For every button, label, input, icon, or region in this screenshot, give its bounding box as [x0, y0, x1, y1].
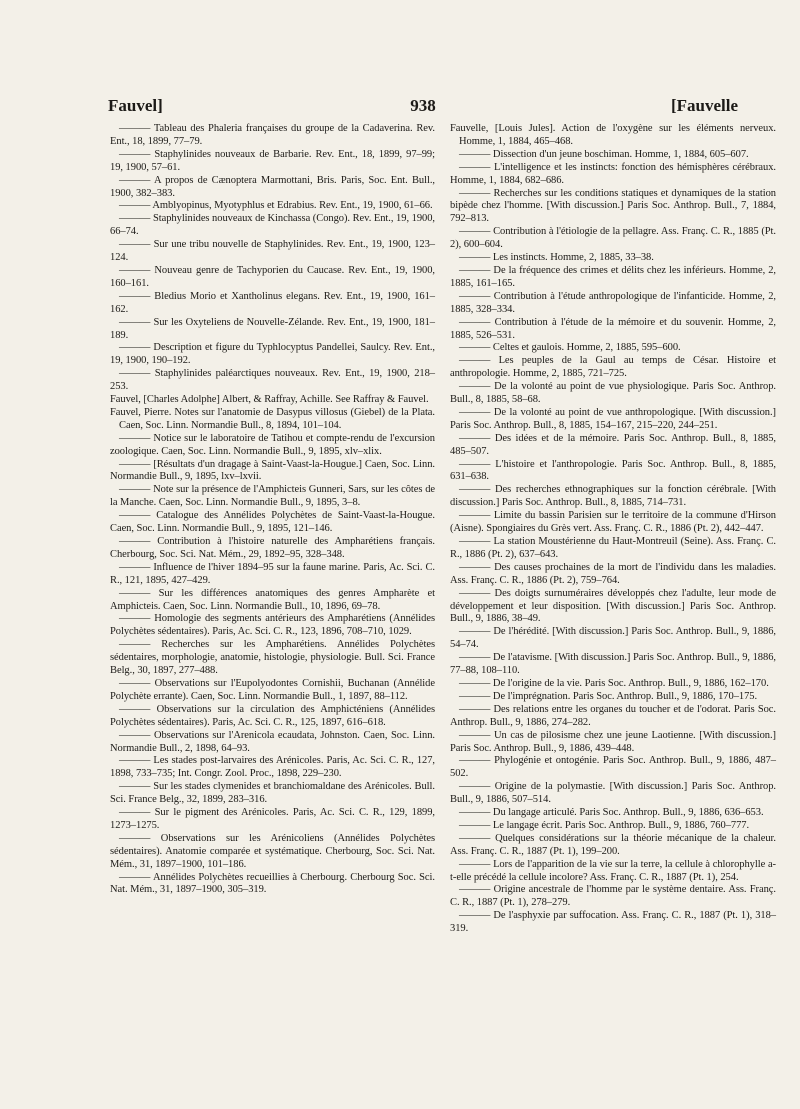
bibliography-entry: ——— Des idées et de la mémoire. Paris Soc. Anthrop. Bull., 8, 1885, 485–507.	[450, 432, 776, 457]
bibliography-entry: ——— Des recherches ethnographiques sur la fonction cérébrale. [With discussion.] Paris Soc. Anthrop. Bull., 8, 1885, 714–731.	[450, 484, 776, 509]
bibliography-entry: ——— Dissection d'un jeune boschiman. Homme, 1, 1884, 605–607.	[459, 148, 749, 160]
bibliography-entry: ——— Tableau des Phaleria françaises du groupe de la Cadaverina. Rev. Ent., 18, 1899, 77–79.	[110, 123, 435, 147]
bibliography-entry: Fauvelle, [Louis Jules]. Action de l'oxygène sur les éléments nerveux. Homme, 1, 1884, 465–468.	[450, 123, 776, 147]
bibliography-entry: ——— De la volonté au point de vue anthropologique. [With discussion.] Paris Soc. Anthrop. Bull., 8, 1885, 154–167, 215–220, 244–251.	[450, 406, 776, 431]
bibliography-entry: ——— L'histoire et l'anthropologie. Paris Soc. Anthrop. Bull., 8, 1885, 631–638.	[450, 458, 776, 483]
bibliography-entry: ——— La station Moustérienne du Haut-Montreuil (Seine). Ass. Franç. C. R., 1886 (Pt. 2), 637–643.	[450, 536, 776, 560]
bibliography-entry: ——— Des relations entre les organes du toucher et de l'odorat. Paris Soc. Anthrop. Bull., 9, 1886, 274–282.	[450, 703, 776, 728]
bibliography-entry: ——— Catalogue des Annélides Polychètes de Saint-Vaast-la-Hougue. Caen, Soc. Linn. Normandie Bull., 9, 1895, 121–146.	[110, 510, 435, 535]
page-number: 938	[410, 96, 436, 115]
bibliography-entry: ——— A propos de Cænoptera Marmottani, Bris. Paris, Soc. Ent. Bull., 1900, 382–383.	[110, 174, 435, 199]
bibliography-entry: ——— De l'atavisme. [With discussion.] Paris Soc. Anthrop. Bull., 9, 1886, 77–88, 108–110.	[450, 652, 776, 677]
bibliography-entry: ——— Origine ancestrale de l'homme par le système dentaire. Ass. Franç. C. R., 1887 (Pt. 1), 278–279.	[450, 884, 776, 909]
bibliography-entry: ——— Quelques considérations sur la théorie mécanique de la chaleur. Ass. Franç. C. R., 1887 (Pt. 1), 199–200.	[450, 832, 776, 857]
bibliography-entry: ——— Origine de la polymastie. [With discussion.] Paris Soc. Anthrop. Bull., 9, 1886, 507–514.	[450, 781, 776, 806]
bibliography-entry: ——— Note sur la présence de l'Amphicteis Gunneri, Sars, sur les côtes de la Manche. Caen, Soc. Linn. Normandie Bull., 9, 1895, 3–8.	[110, 484, 435, 509]
bibliography-entry: ——— Les peuples de la Gaul au temps de César. Histoire et anthropologie. Homme, 2, 1885, 721–725.	[450, 355, 776, 380]
bibliography-entry: ——— De l'asphyxie par suffocation. Ass. Franç. C. R., 1887 (Pt. 1), 318–319.	[450, 910, 776, 935]
bibliography-entry: ——— Sur une tribu nouvelle de Staphylinides. Rev. Ent., 19, 1900, 123–124.	[110, 239, 435, 264]
bibliography-entry: ——— Les instincts. Homme, 2, 1885, 33–38.	[459, 252, 654, 264]
bibliography-entry: ——— Staphylinides nouveaux de Barbarie. Rev. Ent., 18, 1899, 97–99; 19, 1900, 57–61.	[110, 148, 435, 173]
bibliography-entry: Fauvel, [Charles Adolphe] Albert, & Raffray, Achille. See Raffray & Fauvel.	[110, 394, 429, 406]
header-left-author: Fauvel]	[108, 96, 163, 115]
bibliography-entry: ——— Recherches sur les Ampharétiens. Annélides Polychètes sédentaires, morphologie, anatomie, histologie, physiologie. Bull. Sci. France Belg., 30, 1897, 277–488.	[110, 639, 435, 677]
bibliography-entry: ——— De l'hérédité. [With discussion.] Paris Soc. Anthrop. Bull., 9, 1886, 54–74.	[450, 626, 776, 651]
bibliography-entry: ——— Amblyopinus, Myotyphlus et Edrabius. Rev. Ent., 19, 1900, 61–66.	[119, 200, 433, 212]
bibliography-entry: ——— Des doigts surnuméraires développés chez l'adulte, leur mode de développement et leur disposition. [With discussion.] Paris Soc. Anthrop. Bull., 9, 1886, 38–49.	[450, 587, 776, 625]
bibliography-entry: ——— Bledius Morio et Xantholinus elegans. Rev. Ent., 19, 1900, 161–162.	[110, 290, 435, 315]
running-header	[108, 96, 738, 118]
bibliography-entry: ——— Lors de l'apparition de la vie sur la terre, la cellule à chlorophylle a-t-elle précédé la cellule incolore? Ass. Franç. C. R., 1887 (Pt. 1), 254.	[450, 858, 776, 883]
left-column	[110, 123, 435, 897]
bibliography-entry: ——— Contribution à l'étude anthropologique de l'infanticide. Homme, 2, 1885, 328–334.	[450, 290, 776, 315]
bibliography-entry: ——— Staphylinides paléarctiques nouveaux. Rev. Ent., 19, 1900, 218–253.	[110, 368, 435, 393]
bibliography-entry: ——— L'intelligence et les instincts: fonction des hémisphères cérébraux. Homme, 1, 1884, 682–686.	[450, 161, 776, 186]
bibliography-entry: ——— De l'imprégnation. Paris Soc. Anthrop. Bull., 9, 1886, 170–175.	[459, 690, 758, 702]
bibliography-entry: ——— Observations sur l'Arenicola ecaudata, Johnston. Caen, Soc. Linn. Normandie Bull., 2, 1898, 64–93.	[110, 729, 435, 754]
bibliography-entry: ——— Les stades post-larvaires des Arénicoles. Paris, Ac. Sci. C. R., 127, 1898, 733–735; Int. Congr. Zool. Proc., 1898, 229–230.	[110, 755, 435, 780]
bibliography-entry: ——— Sur les Oxyteliens de Nouvelle-Zélande. Rev. Ent., 19, 1900, 181–189.	[110, 316, 435, 341]
header-right-author: [Fauvelle	[670, 96, 738, 115]
bibliography-entry: ——— Observations sur l'Eupolyodontes Cornishii, Buchanan (Annélide Polychète errante). Caen, Soc. Linn. Normandie Bull., 1, 1897, 88–112.	[110, 677, 435, 702]
bibliography-entry: ——— Homologie des segments antérieurs des Ampharétiens (Annélides Polychètes sédentaires). Paris, Ac. Sci. C. R., 123, 1896, 708–710, 1029.	[110, 613, 435, 638]
bibliography-entry: ——— Influence de l'hiver 1894–95 sur la faune marine. Paris, Ac. Sci. C. R., 121, 1895, 427–429.	[110, 561, 435, 586]
bibliography-entry: ——— Phylogénie et ontogénie. Paris Soc. Anthrop. Bull., 9, 1886, 487–502.	[450, 755, 776, 780]
bibliography-entry: ——— Staphylinides nouveaux de Kinchassa (Congo). Rev. Ent., 19, 1900, 66–74.	[110, 213, 435, 238]
bibliography-entry: Fauvel, Pierre. Notes sur l'anatomie de Dasypus villosus (Giebel) de la Plata. Caen, Soc. Linn. Normandie Bull., 8, 1894, 101–104.	[110, 406, 435, 431]
bibliography-entry: ——— Limite du bassin Parisien sur le territoire de la commune d'Hirson (Aisne). Spongiaires du Grès vert. Ass. Franç. C. R., 1886 (Pt. 2), 442–447.	[450, 510, 776, 535]
bibliography-entry: ——— De la volonté au point de vue physiologique. Paris Soc. Anthrop. Bull., 8, 1885, 58–68.	[450, 381, 776, 406]
bibliography-entry: ——— Observations sur les Arénicoliens (Annélides Polychètes sédentaires). Anatomie comparée et systématique. Cherbourg, Soc. Sci. Nat. Mém., 31, 1897–1900, 101–186.	[110, 832, 435, 870]
bibliography-entry: ——— Des causes prochaines de la mort de l'individu dans les maladies. Ass. Franç. C. R., 1886 (Pt. 2), 759–764.	[450, 561, 776, 586]
bibliography-entry: ——— Un cas de pilosisme chez une jeune Laotienne. [With discussion.] Paris Soc. Anthrop. Bull., 9, 1886, 439–448.	[450, 729, 776, 754]
bibliography-entry: ——— Observations sur la circulation des Amphicténiens (Annélides Polychètes sédentaires). Paris, Ac. Sci. C. R., 125, 1897, 616–618.	[110, 703, 435, 728]
bibliography-entry: ——— Le langage écrit. Paris Soc. Anthrop. Bull., 9, 1886, 760–777.	[459, 819, 750, 831]
bibliography-entry: ——— De l'origine de la vie. Paris Soc. Anthrop. Bull., 9, 1886, 162–170.	[459, 677, 769, 689]
bibliography-entry: ——— Sur les stades clymenides et branchiomaldane des Arénicoles. Bull. Sci. France Belg., 32, 1899, 283–316.	[110, 781, 435, 806]
bibliography-entry: ——— Du langage articulé. Paris Soc. Anthrop. Bull., 9, 1886, 636–653.	[459, 807, 764, 819]
bibliography-entry: ——— Sur le pigment des Arénicoles. Paris, Ac. Sci. C. R., 129, 1899, 1273–1275.	[110, 807, 435, 831]
bibliography-entry: ——— Contribution à l'étiologie de la pellagre. Ass. Franç. C. R., 1885 (Pt. 2), 600–604.	[450, 226, 776, 251]
bibliography-entry: ——— Annélides Polychètes recueillies à Cherbourg. Cherbourg Soc. Sci. Nat. Mém., 31, 1897–1900, 305–319.	[110, 871, 435, 896]
bibliography-entry: ——— Contribution à l'histoire naturelle des Ampharétiens français. Cherbourg, Soc. Sci. Nat. Mém., 29, 1892–95, 328–348.	[110, 536, 435, 560]
bibliography-entry: ——— [Résultats d'un dragage à Saint-Vaast-la-Hougue.] Caen, Soc. Linn. Normandie Bull., 9, 1895, lxv–lxvii.	[110, 458, 435, 483]
bibliography-entry: ——— Contribution à l'étude de la mémoire et du souvenir. Homme, 2, 1885, 526–531.	[450, 316, 776, 341]
bibliography-entry: ——— Sur les différences anatomiques des genres Ampharète et Amphicteis. Caen, Soc. Linn. Normandie Bull., 10, 1896, 69–78.	[110, 587, 435, 612]
bibliography-entry: ——— Notice sur le laboratoire de Tatihou et compte-rendu de l'excursion zoologique. Caen, Soc. Linn. Normandie Bull., 9, 1895, xlv–xlix.	[110, 432, 435, 457]
bibliography-entry: ——— Description et figure du Typhlocyptus Pandellei, Saulcy. Rev. Ent., 19, 1900, 190–192.	[110, 342, 435, 367]
bibliography-entry: ——— Recherches sur les conditions statiques et dynamiques de la station bipède chez l'homme. [With discussion.] Paris Soc. Anthrop. Bull., 7, 1884, 792–813.	[450, 187, 776, 225]
bibliography-entry: ——— Nouveau genre de Tachyporien du Caucase. Rev. Ent., 19, 1900, 160–161.	[110, 264, 435, 289]
right-column	[450, 123, 776, 936]
bibliography-entry: ——— De la fréquence des crimes et délits chez les inférieurs. Homme, 2, 1885, 161–165.	[450, 264, 776, 289]
bibliography-entry: ——— Celtes et gaulois. Homme, 2, 1885, 595–600.	[459, 342, 681, 354]
